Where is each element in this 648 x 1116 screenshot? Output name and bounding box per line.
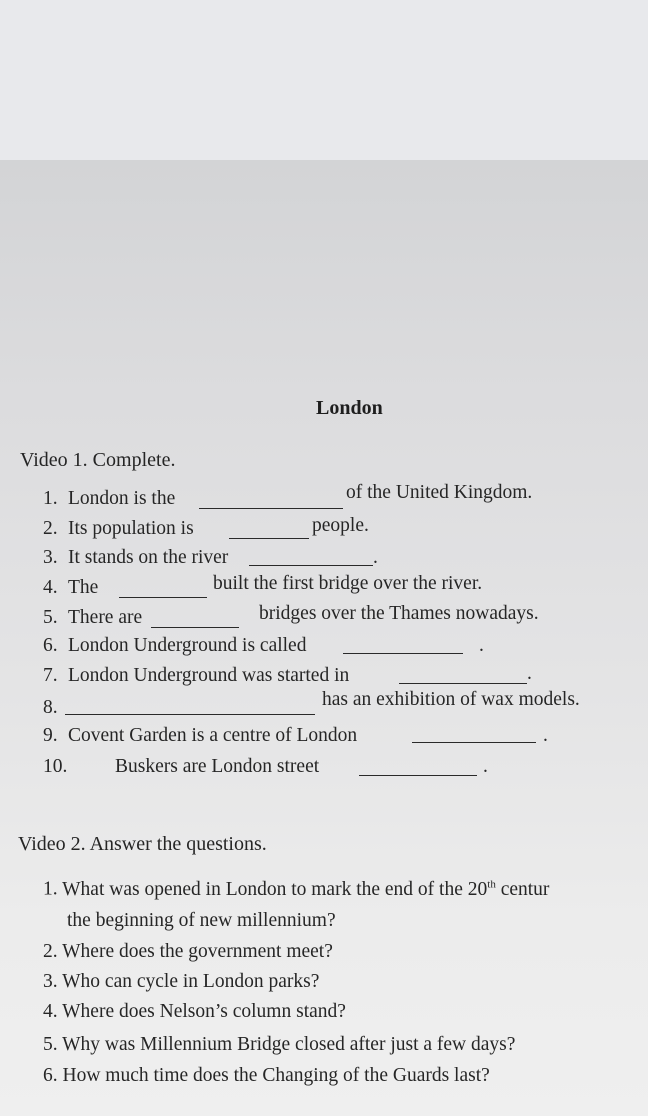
question-item (43, 1065, 490, 1087)
video2-heading: Video 2. Answer the questions. (18, 833, 267, 855)
item-text: people. (312, 515, 369, 536)
answer-blank[interactable] (343, 653, 463, 654)
item-end: . (543, 725, 548, 746)
item-text: The (68, 577, 99, 598)
item-end: . (479, 635, 484, 656)
item-number: 3. (43, 547, 58, 568)
item-number: 8. (43, 697, 58, 718)
answer-blank[interactable] (65, 714, 315, 715)
answer-blank[interactable] (412, 742, 536, 743)
item-text: There are (68, 607, 143, 628)
question-item (43, 1001, 346, 1023)
item-number: 4. (43, 577, 58, 598)
question-item (43, 1034, 515, 1056)
item-number: 1. (43, 488, 58, 509)
question-text: How much time does the Changing of the Guards last? (62, 1065, 490, 1086)
question-number: 3. (43, 971, 58, 992)
item-text: London Underground was started in (68, 665, 350, 686)
answer-blank[interactable] (119, 597, 207, 598)
answer-blank[interactable] (359, 775, 477, 776)
question-item (43, 878, 549, 901)
question-number: 2. (43, 941, 58, 962)
item-text: Covent Garden is a centre of London (68, 725, 358, 746)
item-number: 2. (43, 518, 58, 539)
question-number: 5. (43, 1034, 58, 1055)
background-top (0, 0, 648, 160)
answer-blank[interactable] (249, 565, 373, 566)
item-text: of the United Kingdom. (346, 482, 533, 503)
question-item (43, 971, 319, 993)
video1-heading: Video 1. Complete. (20, 449, 176, 471)
question-text: Where does Nelson’s column stand? (62, 1001, 346, 1022)
question-text: What was opened in London to mark the end of the 20th centur (62, 878, 550, 900)
question-number: 6. (43, 1065, 58, 1086)
answer-blank[interactable] (399, 683, 527, 684)
item-text: Its population is (68, 518, 194, 539)
question-item (43, 941, 333, 963)
item-text: bridges over the Thames nowadays. (259, 603, 539, 624)
page-title: London (316, 397, 383, 419)
worksheet-page (0, 160, 648, 1116)
item-text: London is the (68, 488, 176, 509)
item-end: . (527, 663, 532, 684)
item-text: Buskers are London street (115, 756, 320, 777)
item-number: 7. (43, 665, 58, 686)
item-text: has an exhibition of wax models. (322, 689, 580, 710)
answer-blank[interactable] (199, 508, 343, 509)
question-text: Where does the government meet? (62, 941, 333, 962)
item-end: . (373, 547, 378, 568)
item-text: built the first bridge over the river. (213, 573, 483, 594)
item-number: 6. (43, 635, 58, 656)
item-text: London Underground is called (68, 635, 307, 656)
question-number: 4. (43, 1001, 58, 1022)
question-number: 1. (43, 878, 58, 900)
item-number: 9. (43, 725, 58, 746)
item-number: 5. (43, 607, 58, 628)
item-number: 10. (43, 756, 68, 777)
question-continuation: the beginning of new millennium? (67, 910, 336, 931)
answer-blank[interactable] (151, 627, 239, 628)
item-end: . (483, 756, 488, 777)
question-text: Who can cycle in London parks? (62, 971, 320, 992)
question-text: Why was Millennium Bridge closed after just a few days? (62, 1034, 516, 1055)
item-text: It stands on the river (68, 547, 229, 568)
answer-blank[interactable] (229, 538, 309, 539)
